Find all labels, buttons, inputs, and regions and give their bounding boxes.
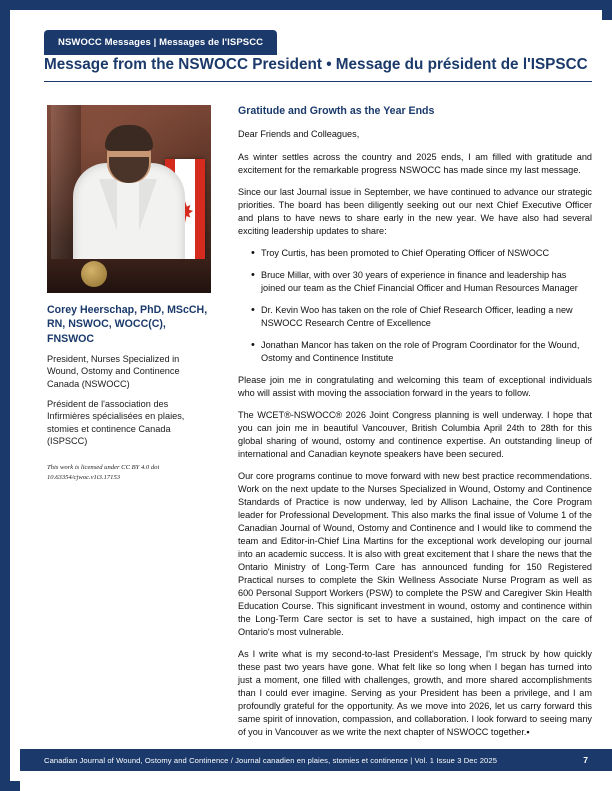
list-item: • Dr. Kevin Woo has taken on the role of Chief Research Officer, leading a new NSWOCC Research Centre of Excellence xyxy=(251,304,592,330)
leadership-updates-list xyxy=(238,247,592,365)
lapel-right xyxy=(139,179,157,231)
article-paragraph: Please join me in congratulating and welcoming this team of exceptional individuals who will assist with moving the association forward in the years to follow. xyxy=(238,375,592,398)
article-subhead: Gratitude and Growth as the Year Ends xyxy=(238,105,435,117)
page-footer xyxy=(20,749,612,771)
article-paragraph: As I write what is my second-to-last President's Message, I'm struck by how quickly these past two years have gone. What felt like so long when I began has turned into just a moment, one filled with challenges, growth, and more shared accomplishments than I could ever imagine. Serving as your President has been a privilege, and I am profoundly grateful for the opportunity. As we move into 2026, let us carry forward this same spirit of innovation, compassion, and collaboration. I look forward to seeing many of you in Vancouver as we write the next chapter of NSWOCC together.▪ xyxy=(238,649,592,737)
article-paragraph: As winter settles across the country and 2025 ends, I am filled with gratitude and excitement for the remarkable progress NSWOCC has made since my last message. xyxy=(238,152,592,175)
article-body xyxy=(238,105,592,748)
list-item: • Jonathan Mancor has taken on the role of Program Coordinator for the Wound, Ostomy and Continence Institute xyxy=(251,339,592,365)
author-role-en: President, Nurses Specialized in Wound, Ostomy and Continence Canada (NSWOCC) xyxy=(47,353,180,389)
page-title-wrap xyxy=(44,56,592,82)
section-tab: NSWOCC Messages | Messages de l'ISPSCC xyxy=(44,30,277,55)
author-name: Corey Heerschap, PhD, MScCH, RN, NSWOC, WOCC(C), FNSWOC xyxy=(47,304,208,345)
president-portrait-photo xyxy=(47,105,211,293)
footer-citation: Canadian Journal of Wound, Ostomy and Continence / Journal canadien en plaies, stomies et continence | Vol. 1 Issue 3 Dec 2025 xyxy=(44,755,498,765)
podium-seal-icon xyxy=(81,261,107,287)
article-paragraph: The WCET®-NSWOCC® 2026 Joint Congress planning is well underway. I hope that you can join me in beautiful Vancouver, British Columbia April 24th to 28th for this global sharing of wound, ostomy and continence expertise. An outstanding lineup of international and Canadian keynote speakers have been secured. xyxy=(238,410,592,459)
podium xyxy=(47,259,211,293)
article-paragraph: Our core programs continue to move forward with new best practice recommendations. Work on the next update to the Nurses Specialized in Wound, Ostomy and Continence Standards of Practice is now underway, led by Allison Lachaine, the Core Program leader for Professional Development. This also marks the final issue of Volume 1 of the Canadian Journal of Wound, Ostomy and Continence and I would like to commend the team and Editor-in-Chief Lina Martins for the exceptional work developing our journal into an academic success. It is also with great excitement that I share the news that the Ontario Ministry of Long-Term Care has announced funding for 150 Registered Practical nurses to complete the Skin Wellness Associate Nurse Program as well as 600 Personal Support Workers (PSW) to complete the PSW and Caregiver Skin Health Education Course. This significant investment in wound, ostomy and continence within the Long-Term Care sector is set to have a sustained, high impact on the care of Ontario's most vulnerable. xyxy=(238,471,592,637)
page-title: Message from the NSWOCC President • Message du président de l'ISPSCC xyxy=(44,56,588,73)
author-column xyxy=(47,105,211,482)
page-content xyxy=(20,20,612,791)
list-item: • Bruce Millar, with over 30 years of experience in finance and leadership has joined our team as the Chief Financial Officer and Human Resources Manager xyxy=(251,269,592,295)
article-salutation: Dear Friends and Colleagues, xyxy=(238,129,360,139)
article-paragraph: Since our last Journal issue in September, we have continued to advance our strategic priorities. The board has been diligently seeking out our next Chief Executive Officer and plans to have news to share early in the new year. We have also had several exciting leadership updates to share: xyxy=(238,187,592,236)
page-number: 7 xyxy=(583,755,588,765)
lapel-left xyxy=(99,179,117,231)
author-role-fr: Président de l'association des Infirmières spécialisées en plaies, stomies et continence Canada (ISPSCC) xyxy=(47,398,185,446)
license-note: This work is licensed under CC BY 4.0 doi 10.63354/cjwoc.v1i3.17153 xyxy=(47,464,160,481)
list-item: • Troy Curtis, has been promoted to Chief Operating Officer of NSWOCC xyxy=(251,247,592,260)
